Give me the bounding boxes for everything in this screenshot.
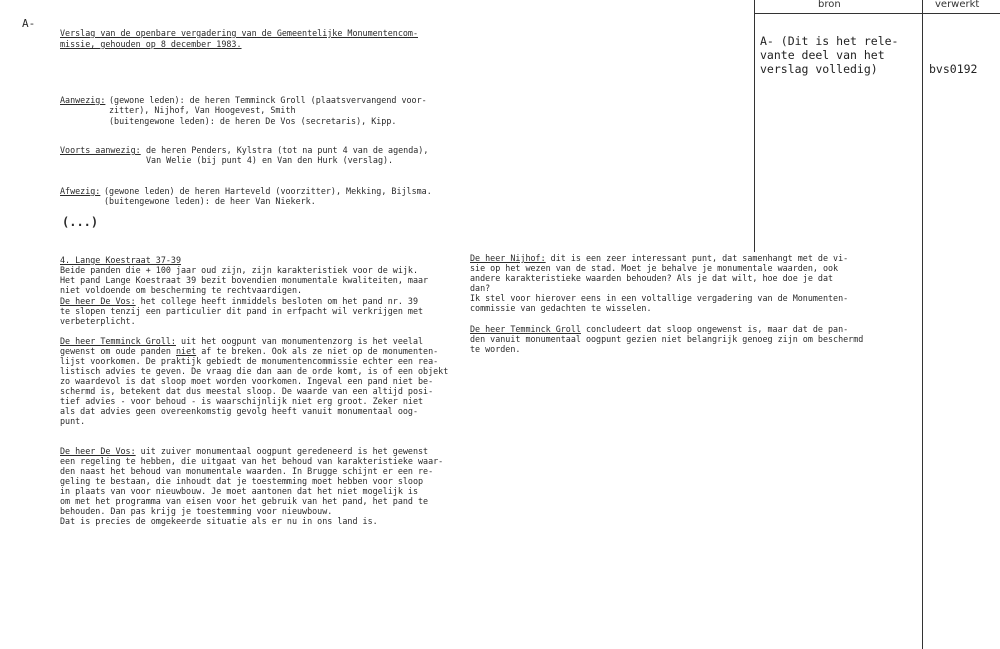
statement-line: schermd is, betekent dat dus meestal sloop. De waarde van een altijd posi- <box>60 386 434 396</box>
statement-line: Dat is precies de omgekeerde situatie als er nu in ons land is. <box>60 516 378 526</box>
source-note-line: vante deel van het <box>760 48 885 62</box>
statement-text: concludeert dat sloop ongewenst is, maar dat de pan- <box>580 324 849 334</box>
statement-line: zo waardevol is dat sloop moet worden voorkomen. Ingeval een pand niet be- <box>60 376 434 386</box>
statement-line: Ik stel voor hierover eens in een voltallige vergadering van de Monumenten- <box>470 293 849 303</box>
header-rule <box>754 13 1000 14</box>
page-marker: A- <box>22 17 36 30</box>
speaker-name: De heer De Vos: <box>60 446 136 456</box>
item-heading: 4. Lange Koestraat 37-39 <box>60 255 182 265</box>
statement-line: sie op het wezen van de stad. Moet je behalve je monumentale waarden, ook <box>470 263 839 273</box>
column-header-processed: verwerkt <box>935 0 980 10</box>
statement-line: een regeling te hebben, die uitgaat van het behoud van karakteristieke waar- <box>60 456 444 466</box>
also-line: de heren Penders, Kylstra (tot na punt 4 van de agenda), <box>146 145 429 155</box>
statement-line: lijst voorkomen. De praktijk gebiedt de monumentencommissie echter een rea- <box>60 356 439 366</box>
emphasis-word: niet <box>175 346 197 356</box>
speaker-name: De heer De Vos: <box>60 296 136 306</box>
absent-line: (buitengewone leden): de heer Van Niekerk. <box>104 196 316 206</box>
intro-line: niet voldoende om bescherming te rechtvaardigen. <box>60 285 303 295</box>
absent-label: Afwezig: <box>60 186 101 196</box>
intro-line: Het pand Lange Koestraat 39 bezit bovendien monumentale kwaliteiten, maar <box>60 275 429 285</box>
statement-text: gewenst om oude panden <box>60 346 176 356</box>
processed-code: bvs0192 <box>929 62 978 76</box>
present-line: (gewone leden): de heren Temminck Groll (plaatsvervangend voor- <box>109 95 427 105</box>
statement-text: uit het oogpunt van monumentenzorg is het veelal <box>175 336 424 346</box>
statement-line: dan? <box>470 283 491 293</box>
statement-text: dit is een zeer interessant punt, dat samenhangt met de vi- <box>545 253 849 263</box>
statement-line: als dat advies geen overeenkomstig gevolg heeft vanuit monumentaal oog- <box>60 406 418 416</box>
statement-line: den vanuit monumentaal oogpunt gezien niet belangrijk genoeg zijn om beschermd <box>470 334 864 344</box>
speaker-name: De heer Nijhof: <box>470 253 546 263</box>
statement-line: den naast het behoud van monumentale waarden. In Brugge schijnt er een re- <box>60 466 434 476</box>
statement-text: af te breken. Ook als ze niet op de monumenten- <box>196 346 439 356</box>
present-line: (buitengewone leden): de heren De Vos (secretaris), Kipp. <box>109 116 397 126</box>
statement-line: verbeterplicht. <box>60 316 136 326</box>
statement-line: behouden. Dan pas krijg je toestemming voor nieuwbouw. <box>60 506 333 516</box>
statement-line: geling te bestaan, die inhoudt dat je toestemming moet hebben voor sloop <box>60 476 424 486</box>
present-label: Aanwezig: <box>60 95 106 105</box>
statement-text: uit zuiver monumentaal oogpunt geredeneerd is het gewenst <box>135 446 429 456</box>
also-line: Van Welie (bij punt 4) en Van den Hurk (verslag). <box>146 155 394 165</box>
title-line: missie, gehouden op 8 december 1983. <box>60 39 242 49</box>
statement-line: in plaats van voor nieuwbouw. Je moet aantonen dat het niet mogelijk is <box>60 486 418 496</box>
speaker-name: De heer Temminck Groll: <box>60 336 176 346</box>
column-divider-middle <box>922 0 923 649</box>
column-header-source: bron <box>818 0 841 10</box>
statement-line: tief advies - voor behoud - is waarschijnlijk niet erg groot. Zeker niet <box>60 396 424 406</box>
statement-line: andere karakteristieke waarden behouden? Als je dat wilt, hoe doe je dat <box>470 273 834 283</box>
present-line: zitter), Nijhof, Van Hoogevest, Smith <box>109 105 296 115</box>
statement-line: om met het programma van eisen voor het gebruik van het pand, het pand te <box>60 496 429 506</box>
absent-line: (gewone leden) de heren Harteveld (voorzitter), Mekking, Bijlsma. <box>104 186 432 196</box>
statement-line: listisch advies te geven. De vraag die dan aan de orde komt, is of een objekt <box>60 366 449 376</box>
source-note-line: A- (Dit is het rele- <box>760 34 899 48</box>
title-line: Verslag van de openbare vergadering van de Gemeentelijke Monumentencom- <box>60 28 418 38</box>
intro-line: Beide panden die + 100 jaar oud zijn, zijn karakteristiek voor de wijk. <box>60 265 418 275</box>
statement-line: punt. <box>60 416 86 426</box>
also-label: Voorts aanwezig: <box>60 145 141 155</box>
statement-line: te worden. <box>470 344 521 354</box>
statement-line: te slopen tenzij een particulier dit pand in erfpacht wil verkrijgen met <box>60 306 424 316</box>
column-divider-left <box>754 0 755 252</box>
statement-line: commissie van gedachten te wisselen. <box>470 303 652 313</box>
statement-text: het college heeft inmiddels besloten om het pand nr. 39 <box>135 296 419 306</box>
source-note-line: verslag volledig) <box>760 62 878 76</box>
ellipsis: (...) <box>62 215 99 229</box>
speaker-name: De heer Temminck Groll <box>470 324 581 334</box>
